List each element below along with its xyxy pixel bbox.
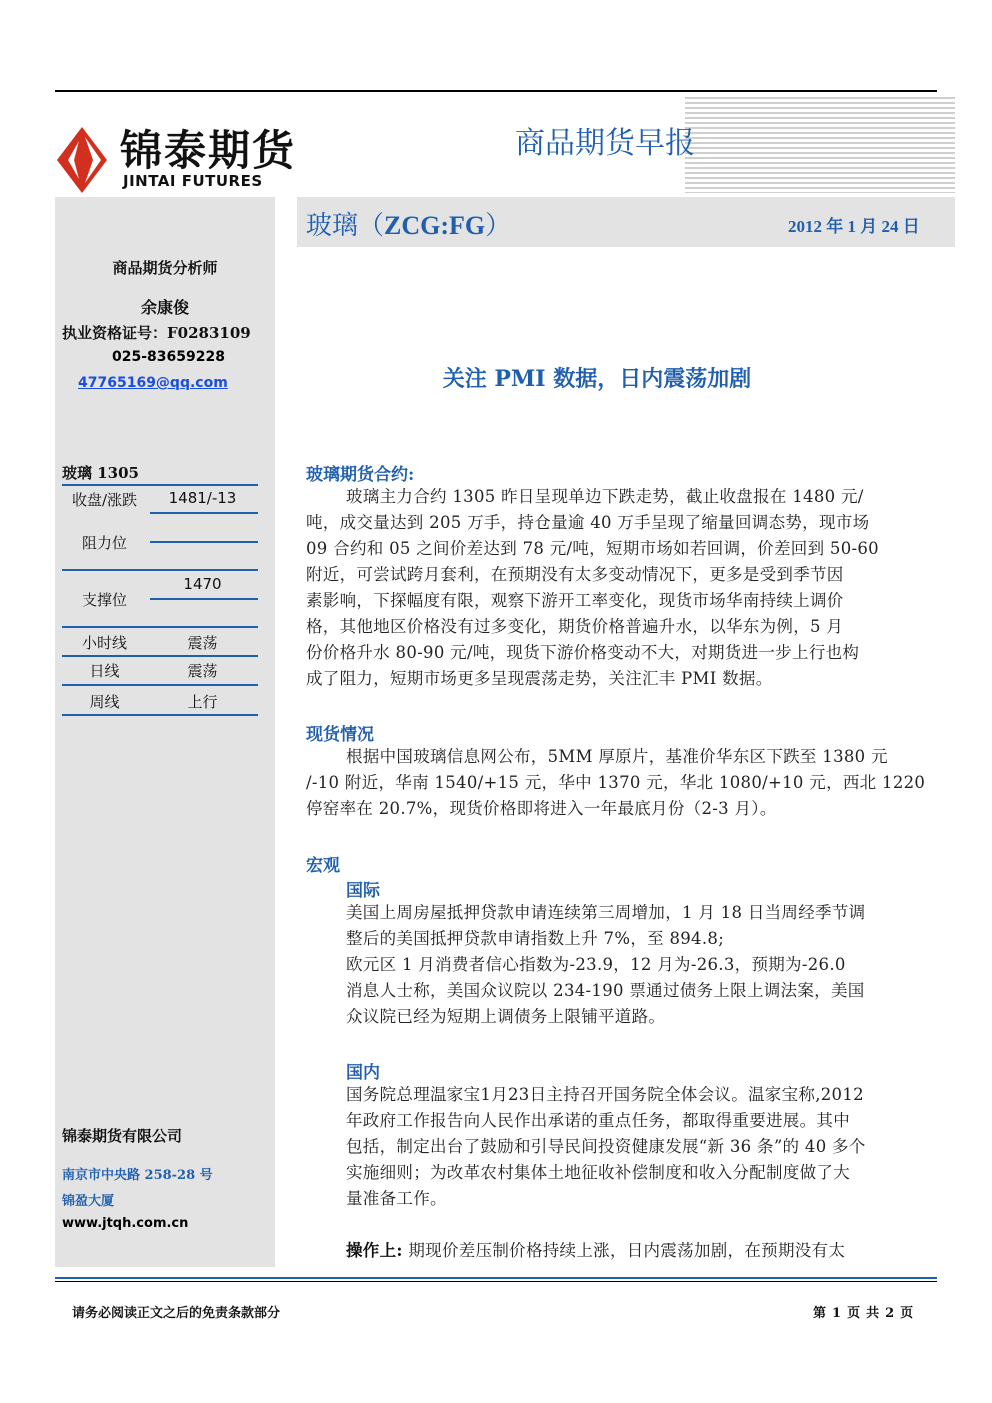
row-rule: [62, 626, 258, 628]
domestic-line-4: 实施细则；为改革农村集体土地征收补偿制度和收入分配制度做了大: [346, 1163, 850, 1182]
analyst-license: 执业资格证号：F0283109: [62, 324, 251, 342]
row-rule: [62, 655, 258, 657]
row-rule: [62, 569, 258, 571]
spot-line-1: 根据中国玻璃信息网公布，5MM 厚原片，基准价华东区下跌至 1380 元: [346, 747, 888, 766]
page-word: 页: [900, 1306, 914, 1321]
article-headline: 关注 PMI 数据，日内震荡加剧: [442, 366, 752, 392]
row-rule: [150, 598, 258, 600]
page-total: 2: [885, 1306, 895, 1321]
support-label: 支撑位: [81, 591, 127, 609]
daily-value: 震荡: [187, 662, 218, 680]
hourly-label: 小时线: [81, 634, 127, 652]
product-code: ZCG:FG: [384, 211, 486, 240]
intl-line-5: 众议院已经为短期上调债务上限铺平道路。: [346, 1007, 666, 1026]
header-stripe-decoration: [685, 97, 955, 193]
contract-line-8: 成了阻力，短期市场更多呈现震荡走势，关注汇丰 PMI 数据。: [306, 669, 773, 688]
hourly-value: 震荡: [187, 634, 218, 652]
page-word: 共: [866, 1306, 880, 1321]
domestic-line-5: 量准备工作。: [346, 1189, 447, 1208]
company-address-line1: 南京市中央路 258-28 号: [62, 1168, 213, 1183]
contract-line-2: 吨，成交量达到 205 万手，持仓量逾 40 万手呈现了缩量回调态势，现市场: [306, 513, 870, 532]
logo-chinese-name: 锦泰期货: [120, 126, 297, 175]
top-rule: [55, 90, 937, 92]
resistance-label: 阻力位: [81, 534, 127, 552]
disclaimer-note: 请务必阅读正文之后的免责条款部分: [72, 1306, 281, 1321]
company-name: 锦泰期货有限公司: [62, 1127, 183, 1145]
operation-label: 操作上:: [346, 1241, 403, 1260]
support-value: 1470: [183, 575, 222, 593]
section-heading-contract: 玻璃期货合约:: [306, 465, 415, 485]
table-top-rule: [62, 484, 258, 486]
row-rule: [62, 684, 258, 686]
section-heading-macro: 宏观: [306, 856, 340, 876]
product-prefix: 玻璃（: [306, 211, 385, 241]
product-name: [306, 205, 511, 242]
logo-english-name: JINTAI FUTURES: [123, 172, 263, 190]
contract-label: 玻璃 1305: [62, 464, 139, 482]
domestic-line-3: 包括，制定出台了鼓励和引导民间投资健康发展“新 36 条”的 40 多个: [346, 1137, 866, 1156]
intl-line-1: 美国上周房屋抵押贷款申请连续第三周增加，1 月 18 日当周经季节调: [346, 903, 866, 922]
subheading-international: 国际: [346, 881, 380, 901]
company-address-line2: 锦盈大厦: [62, 1194, 115, 1209]
weekly-label: 周线: [89, 693, 120, 711]
analyst-phone: 025-83659228: [112, 349, 225, 365]
page-word: 页: [847, 1306, 861, 1321]
contract-line-1: 玻璃主力合约 1305 昨日呈现单边下跌走势，截止收盘报在 1480 元/: [346, 487, 864, 506]
subheading-domestic: 国内: [346, 1063, 380, 1083]
footer-rule-blue: [55, 1277, 937, 1279]
close-change-value: 1481/-13: [168, 489, 237, 507]
intl-line-4: 消息人士称，美国众议院以 234-190 票通过债务上限上调法案，美国: [346, 981, 865, 1000]
intl-line-2: 整后的美国抵押贷款申请指数上升 7%，至 894.8;: [346, 929, 725, 948]
footer-rule-black: [55, 1281, 937, 1282]
domestic-line-2: 年政府工作报告向人民作出承诺的重点任务，都取得重要进展。其中: [346, 1111, 850, 1130]
close-change-label: 收盘/涨跌: [71, 491, 138, 509]
spot-line-2: /-10 附近，华南 1540/+15 元，华中 1370 元，华北 1080/+10 元，西北 1220: [306, 773, 926, 792]
page-indicator: [810, 1302, 916, 1321]
spot-line-3: 停窑率在 20.7%，现货价格即将进入一年最底月份（2-3 月）。: [306, 799, 777, 818]
daily-label: 日线: [89, 662, 120, 680]
page-word: 第: [813, 1306, 827, 1321]
jintai-logo-icon: [57, 127, 107, 193]
operation-paragraph: [346, 1238, 845, 1264]
contract-line-3: 09 合约和 05 之间价差达到 78 元/吨，短期市场如若回调，价差回到 50-60: [306, 539, 879, 558]
domestic-line-1: 国务院总理温家宝1月23日主持召开国务院全体会议。温家宝称,2012: [346, 1085, 864, 1104]
contract-line-5: 素影响，下探幅度有限，观察下游开工率变化，现货市场华南持续上调价: [306, 591, 844, 610]
contract-line-7: 份价格升水 80-90 元/吨，现货下游价格变动不大，对期货进一步上行也构: [306, 643, 860, 662]
weekly-value: 上行: [187, 693, 218, 711]
analyst-email-link[interactable]: 47765169@qq.com: [78, 375, 228, 391]
report-date: 2012 年 1 月 24 日: [788, 217, 920, 236]
report-title: 商品期货早报: [515, 126, 695, 161]
analyst-name: 余康俊: [140, 298, 189, 317]
row-rule: [150, 541, 258, 543]
intl-line-3: 欧元区 1 月消费者信心指数为-23.9，12 月为-26.3，预期为-26.0: [346, 955, 846, 974]
analyst-title: 商品期货分析师: [112, 259, 218, 277]
table-bottom-rule: [62, 714, 258, 716]
section-heading-spot: 现货情况: [306, 725, 374, 745]
company-website[interactable]: www.jtqh.com.cn: [62, 1216, 189, 1231]
product-suffix: ）: [485, 211, 512, 241]
page-number: 1: [832, 1306, 842, 1321]
operation-text: 期现价差压制价格持续上涨，日内震荡加剧，在预期没有太: [408, 1241, 846, 1260]
row-rule: [150, 512, 258, 514]
contract-line-4: 附近，可尝试跨月套利，在预期没有太多变动情况下，更多是受到季节因: [306, 565, 844, 584]
contract-line-6: 格，其他地区价格没有过多变化，期货价格普遍升水，以华东为例，5 月: [306, 617, 844, 636]
